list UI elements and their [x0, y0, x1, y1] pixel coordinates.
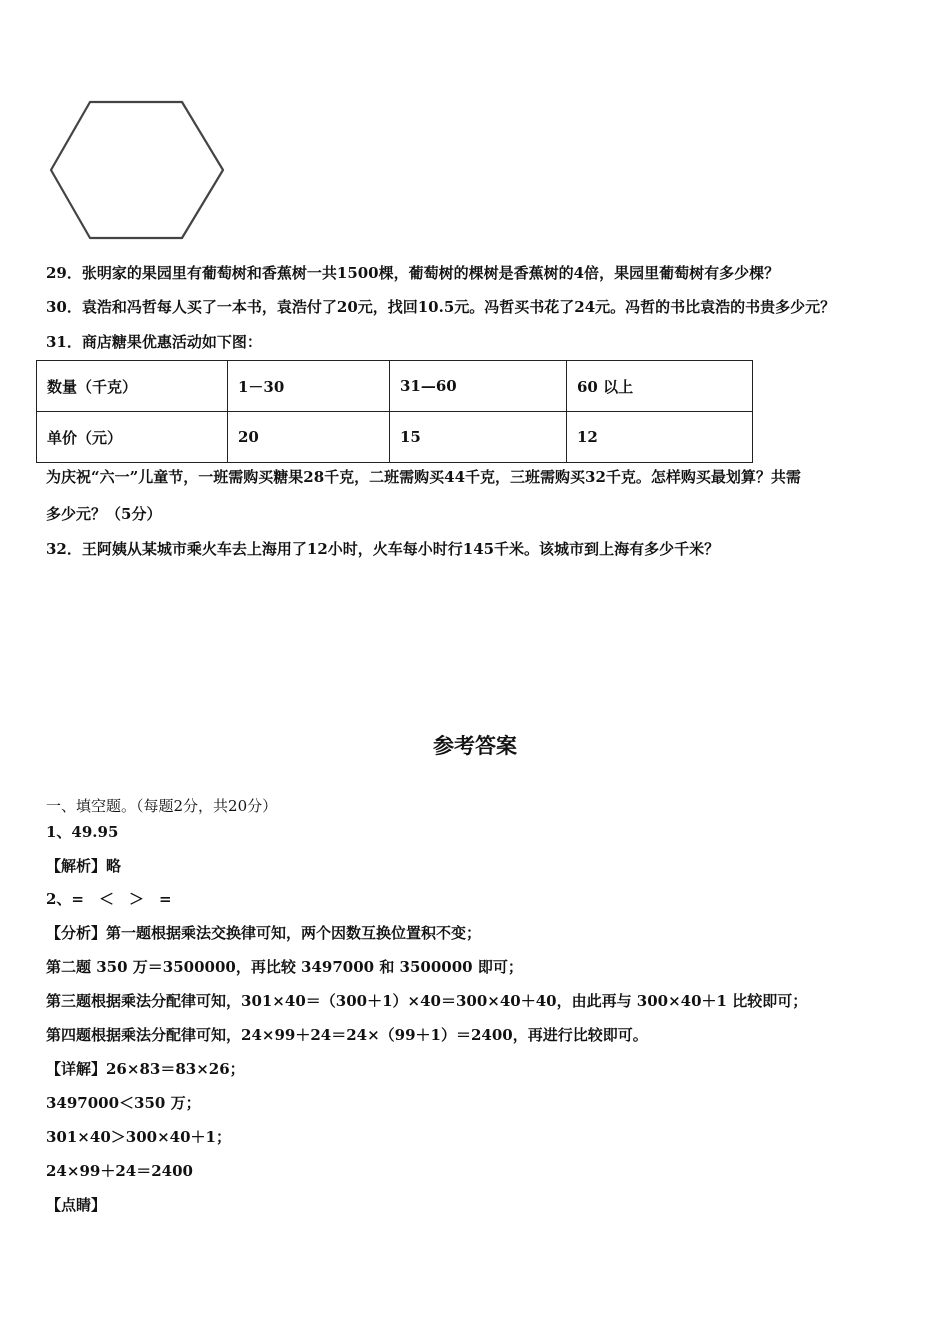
answer-2-detail-line: 301×40＞300×40＋1； — [46, 1128, 231, 1146]
table-row — [37, 361, 753, 412]
answer-2-detail: 【详解】26×83＝83×26； — [46, 1060, 245, 1078]
table-cell: 12 — [567, 412, 753, 463]
table-cell: 20 — [228, 412, 390, 463]
question-31-body: 为庆祝“六一”儿童节，一班需购买糖果28千克，二班需购买44千克，三班需购买32千克。怎样购买最划算？共需 — [46, 468, 801, 486]
question-30: 30．袁浩和冯哲每人买了一本书，袁浩付了20元，找回10.5元。冯哲买书花了24元。冯哲的书比袁浩的书贵多少元？ — [46, 298, 836, 316]
answer-2-line: 第四题根据乘法分配律可知，24×99＋24＝24×（99＋1）＝2400，再进行比较即可。 — [46, 1026, 648, 1044]
table-cell: 单价（元） — [37, 412, 228, 463]
question-32: 32．王阿姨从某城市乘火车去上海用了12小时，火车每小时行145千米。该城市到上海有多少千米？ — [46, 540, 720, 558]
answer-1: 1、49.95 — [46, 823, 119, 841]
candy-price-table — [36, 360, 753, 463]
table-cell: 15 — [390, 412, 567, 463]
table-cell: 1－30 — [228, 361, 390, 412]
answer-2: 2、= ＜ ＞ = — [46, 890, 172, 908]
answer-1-analysis: 【解析】略 — [46, 857, 122, 875]
answer-2-detail-line: 24×99＋24＝2400 — [46, 1162, 193, 1180]
answer-2-line: 第三题根据乘法分配律可知，301×40＝（300＋1）×40＝300×40＋40，由此再与 300×40＋1 比较即可； — [46, 992, 808, 1010]
question-31-body-cont: 多少元？（5分） — [46, 505, 162, 523]
table-cell: 31—60 — [390, 361, 567, 412]
answers-heading: 参考答案 — [433, 733, 517, 758]
answers-section-title: 一、填空题。（每题2分，共20分） — [46, 797, 278, 815]
table-cell: 数量（千克） — [37, 361, 228, 412]
question-29: 29．张明家的果园里有葡萄树和香蕉树一共1500棵，葡萄树的棵树是香蕉树的4倍，果园里葡萄树有多少棵？ — [46, 264, 780, 282]
table-row — [37, 412, 753, 463]
hexagon-figure — [46, 98, 228, 244]
answer-2-analysis: 【分析】第一题根据乘法交换律可知，两个因数互换位置积不变； — [46, 924, 482, 942]
table-cell: 60 以上 — [567, 361, 753, 412]
answer-2-line: 第二题 350 万＝3500000，再比较 3497000 和 3500000 即可； — [46, 958, 523, 976]
question-31: 31．商店糖果优惠活动如下图： — [46, 333, 262, 351]
answer-2-comment: 【点睛】 — [46, 1196, 107, 1214]
answer-2-detail-line: 3497000＜350 万； — [46, 1094, 201, 1112]
